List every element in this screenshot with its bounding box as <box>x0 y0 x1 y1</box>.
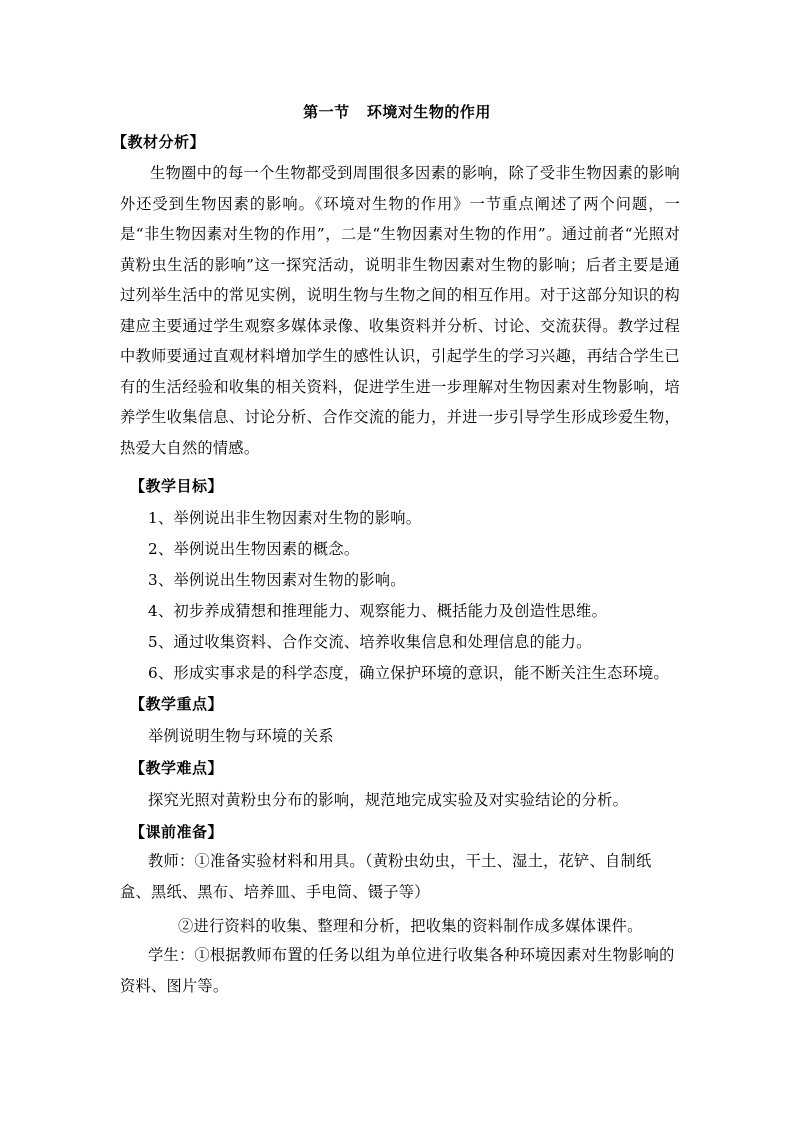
objective-item-3: 3、举例说出生物因素对生物的影响。 <box>148 571 406 589</box>
document-title: 第一节 环境对生物的作用 <box>303 103 491 121</box>
analysis-paragraph: 生物圈中的每一个生物都受到周围很多因素的影响，除了受非生物因素的影响外还受到生物因素的影响。《环境对生物的作用》一节重点阐述了两个问题，一是“非生物因素对生物的作用”，二是“生物因素对生物的作用”。通过前者“光照对黄粉虫生活的影响”这一探究活动，说明非生物因素对生物的影响；后者主要是通过列举生活中的常见实例，说明生物与生物之间的相互作用。对于这部分知识的构建应主要通过学生观察多媒体录像、收集资料并分析、讨论、交流获得。教学过程中教师要通过直观材料增加学生的感性认识，引起学生的学习兴趣，再结合学生已有的生活经验和收集的相关资料，促进学生进一步理解对生物因素对生物影响，培养学生收集信息、讨论分析、合作交流的能力，并进一步引导学生形成珍爱生物，热爱大自然的情感。 <box>120 164 680 457</box>
objective-item-4: 4、初步养成猜想和推理能力、观察能力、概括能力及创造性思维。 <box>148 602 608 620</box>
analysis-heading: 【教材分析】 <box>112 133 206 151</box>
preparation-heading: 【课前准备】 <box>130 823 224 841</box>
objective-item-1: 1、举例说出非生物因素对生物的影响。 <box>148 509 422 527</box>
objective-item-6: 6、形成实事求是的科学态度，确立保护环境的意识，能不断关注生态环境。 <box>148 664 670 682</box>
preparation-teacher-2: ②进行资料的收集、整理和分析，把收集的资料制作成多媒体课件。 <box>178 917 643 935</box>
objectives-heading: 【教学目标】 <box>130 477 224 495</box>
key-points-text: 举例说明生物与环境的关系 <box>148 727 334 745</box>
objective-item-5: 5、通过收集资料、合作交流、培养收集信息和处理信息的能力。 <box>148 633 592 651</box>
preparation-student-1: 学生：①根据教师布置的任务以组为单位进行收集各种环境因素对生物影响的资料、图片等。 <box>120 946 675 995</box>
preparation-teacher-1: 教师：①准备实验材料和用具。（黄粉虫幼虫，干土、湿土，花铲、自制纸盒、黑纸、黑布、培养皿、手电筒、镊子等） <box>120 852 652 901</box>
objective-item-2: 2、举例说出生物因素的概念。 <box>148 540 360 558</box>
key-points-heading: 【教学重点】 <box>130 695 224 713</box>
difficulties-heading: 【教学难点】 <box>130 759 224 777</box>
difficulties-text: 探究光照对黄粉虫分布的影响，规范地完成实验及对实验结论的分析。 <box>148 791 629 809</box>
